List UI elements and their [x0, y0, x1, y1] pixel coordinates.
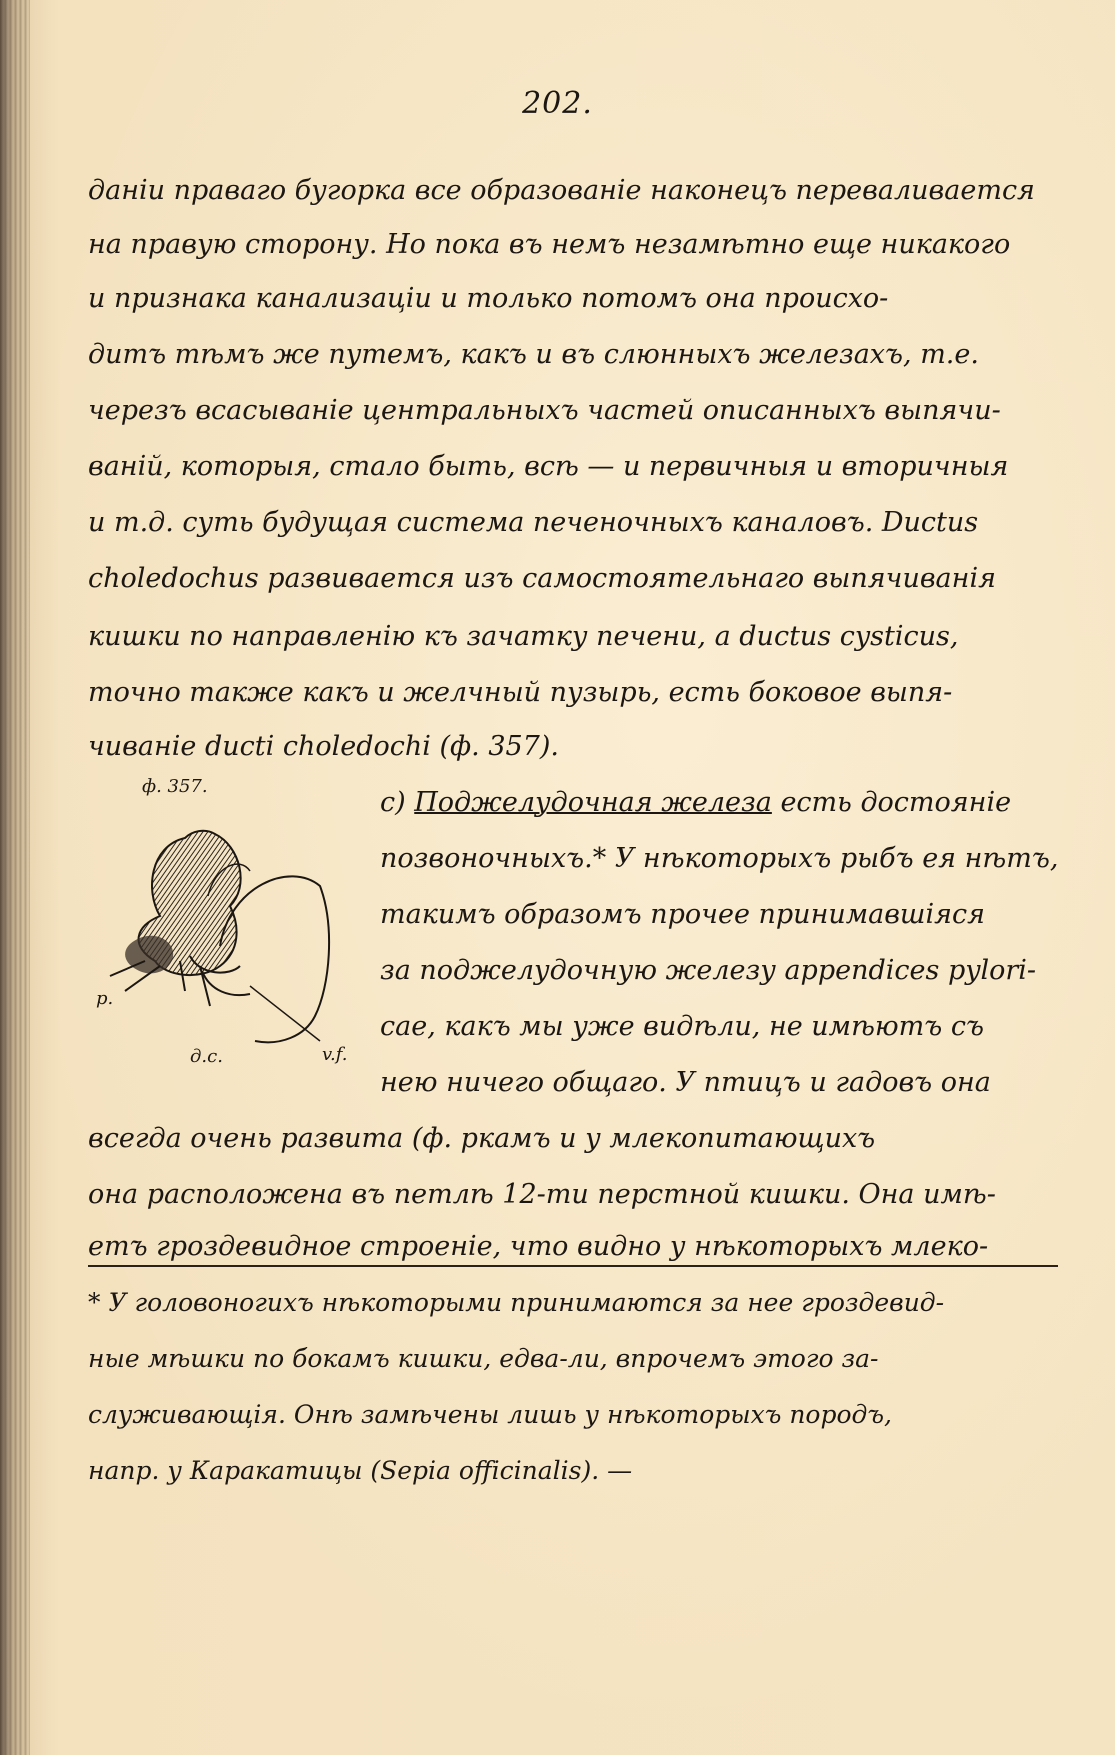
section-text: есть достояніе — [780, 787, 1012, 818]
figure-label-vf: v.f. — [322, 1044, 348, 1065]
text-line: нею ничего общаго. У птицъ и гадовъ она — [380, 1067, 991, 1098]
text-line: кишки по направленію къ зачатку печени, а ductus cysticus, — [88, 621, 959, 652]
text-line: точно также какъ и желчный пузырь, есть боковое выпя- — [88, 677, 953, 708]
figure-caption: ф. 357. — [142, 776, 208, 797]
page-number: 202. — [522, 86, 593, 121]
text-line: позвоночныхъ.* У нѣкоторыхъ рыбъ ея нѣтъ, — [380, 843, 1059, 874]
section-heading-line — [380, 778, 1070, 828]
figure-label-dc: д.c. — [190, 1046, 223, 1067]
text-line: етъ гроздевидное строеніе, что видно у нѣкоторыхъ млеко- — [88, 1231, 989, 1262]
footnote-line: служивающія. Онѣ замѣчены лишь у нѣкоторыхъ породъ, — [88, 1400, 892, 1429]
page-binding-edge — [0, 0, 30, 1755]
text-line: на правую сторону. Но пока въ немъ незамѣтно еще никакого — [88, 229, 1011, 260]
text-line: cae, какъ мы уже видѣли, не имѣютъ съ — [380, 1011, 984, 1042]
text-line: всегда очень развита (ф. ркамъ и у млекопитающихъ — [88, 1123, 876, 1154]
section-heading: Поджелудочная железа — [414, 787, 772, 818]
figure-label-p: p. — [96, 988, 114, 1009]
text-line: за поджелудочную железу appendices pylori- — [380, 955, 1037, 986]
text-line: черезъ всасываніе центральныхъ частей описанныхъ выпячи- — [88, 395, 1001, 426]
footnote-rule — [88, 1265, 1058, 1267]
text-line: такимъ образомъ прочее принимавшіяся — [380, 899, 986, 930]
text-line: дитъ тѣмъ же путемъ, какъ и въ слюнныхъ железахъ, т.е. — [88, 339, 979, 370]
text-line: ваній, которыя, стало быть, всѣ — и первичныя и вторичныя — [88, 451, 1009, 482]
figure-357 — [90, 776, 370, 1076]
section-marker: c) — [380, 787, 406, 818]
text-line: choledochus развивается изъ самостоятельнаго выпячиванія — [88, 563, 996, 594]
footnote-line: напр. у Каракатицы (Sepia officinalis). — — [88, 1456, 633, 1485]
text-line: даніи праваго бугорка все образованіе наконецъ переваливается — [88, 175, 1035, 206]
footnote-line: * У головоногихъ нѣкоторыми принимаются за нее гроздевид- — [88, 1288, 945, 1317]
text-line: она расположена въ петлѣ 12-ти перстной кишки. Она имѣ- — [88, 1179, 996, 1210]
footnote-line: ные мѣшки по бокамъ кишки, едва-ли, впрочемъ этого за- — [88, 1344, 879, 1373]
text-line: и признака канализаціи и только потомъ она происхо- — [88, 283, 889, 314]
liver-drawing — [90, 776, 370, 1076]
text-line: чиваніе ducti choledochi (ф. 357). — [88, 731, 559, 762]
text-line: и т.д. суть будущая система печеночныхъ каналовъ. Ductus — [88, 507, 979, 538]
